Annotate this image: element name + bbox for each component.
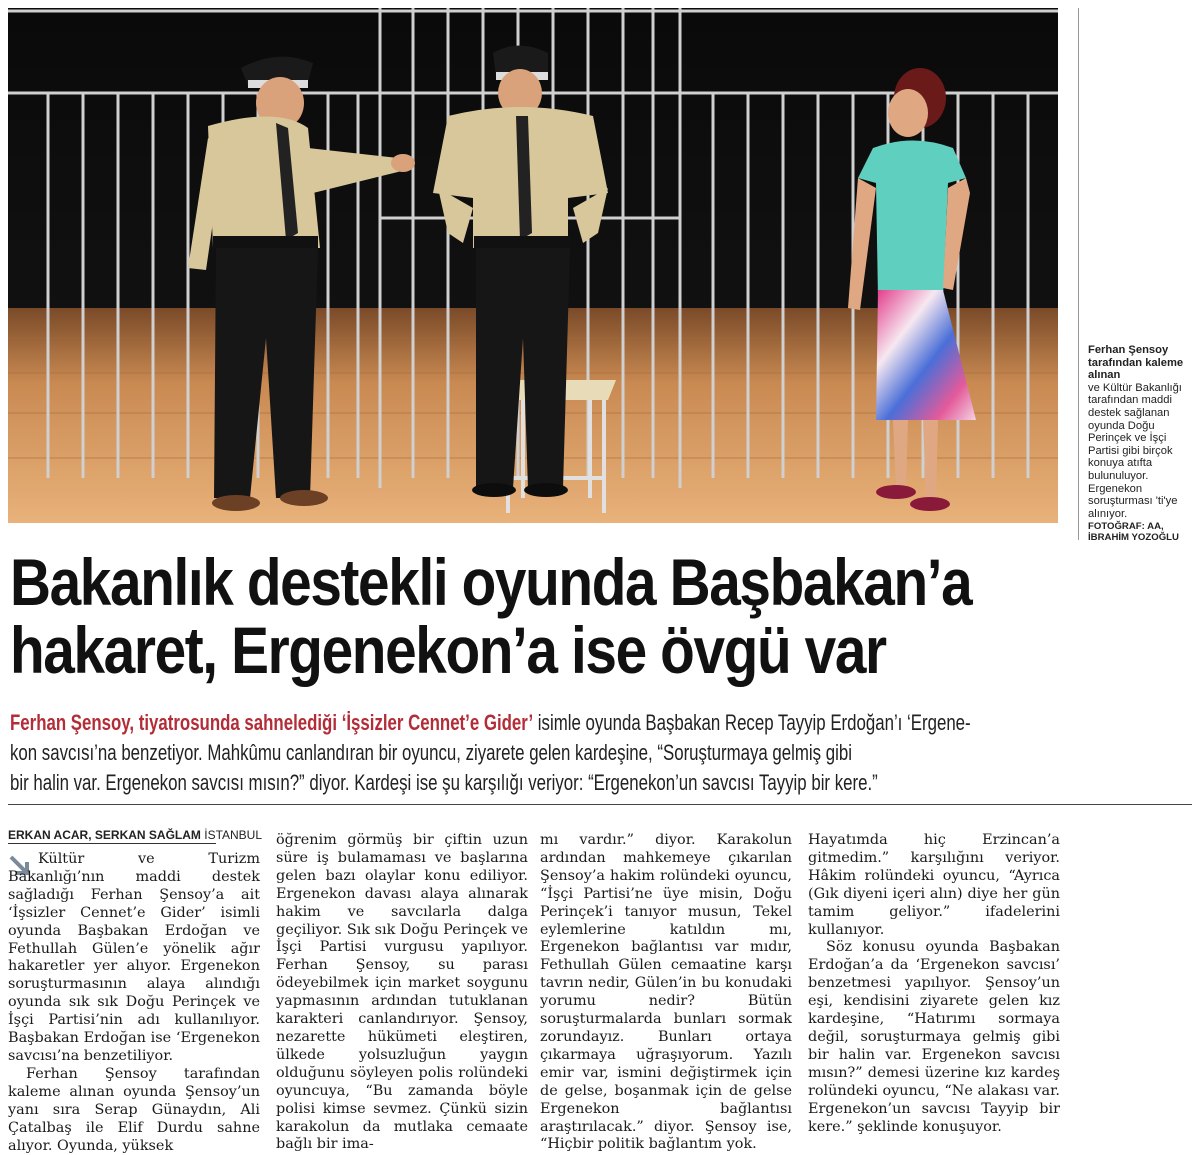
- body-column-2: [276, 832, 528, 1154]
- deck-lead: Ferhan Şensoy, tiyatrosunda sahnelediği ‘İşsizler Cennet’e Gider’: [10, 710, 534, 735]
- byline-authors: ERKAN ACAR, SERKAN SAĞLAM: [8, 828, 201, 842]
- photo-credit-line1: FOTOĞRAF: AA,: [1088, 521, 1164, 533]
- body-paragraph: Söz konusu oyunda Başbakan Erdoğan’a da ‘Ergenekon savcısı’ benzetmesi yapılıyor. Şensoy’un eşi, kendisini ziyarete gelen kız kardeşine, “Hatırımı sormaya değil, soruşturmaya gelmiş gibi bir halin var. Ergenekon savcısı mısın?” demesi üzerine kız kardeş rolündeki oyuncu, “Ne alakası var. Ergenekon’un savcısı Tayyip bir kere.” şeklinde konuşuyor.: [808, 939, 1060, 1135]
- headline: [10, 545, 1025, 687]
- deck-line2: kon savcısı’na benzetiyor. Mahkûmu canlandıran bir oyuncu, ziyarete gelen kardeşine, “Soruşturmaya gelmiş gibi: [10, 740, 852, 765]
- deck-line1-rest: isimle oyunda Başbakan Recep Tayyip Erdoğan’ı ‘Ergene-: [533, 710, 971, 735]
- photo-credit-line2: İBRAHİM YOZOĞLU: [1088, 532, 1179, 544]
- section-divider: [8, 804, 1192, 805]
- caption-divider: [1078, 8, 1079, 540]
- headline-line1: Bakanlık destekli oyunda Başbakan’a: [10, 545, 972, 619]
- body-paragraph: Kültür ve Turizm Bakanlığı’nın maddi destek sağladığı Ferhan Şensoy’a ait ‘İşsizler Cennet’e Gider’ isimli oyunda Başbakan Erdoğan ve Fethullah Gülen’e yönelik ağır hakaretler yer alıyor. Ergenekon soruşturmasının alaya alındığı oyunda sık sık Doğu Perinçek ve İşçi Partisi’nin adı kullanılıyor. Başbakan Erdoğan ise ‘Ergenekon savcısı’na benzetiliyor.: [8, 851, 260, 1064]
- body-column-1: [8, 851, 260, 1155]
- deck-line3: bir halin var. Ergenekon savcısı mısın?” diyor. Kardeşi ise şu karşılığı veriyor: “Ergenekon’un savcısı Tayyip bir kere.”: [10, 770, 878, 795]
- news-photo: [8, 8, 1058, 523]
- caption-text: ve Kültür Bakanlığı tarafından maddi destek sağlanan oyunda Doğu Perinçek ve İşçi Partisi gibi birçok konuya atıfta bulunuluyor. Ergenekon soruşturması 'ti'ye alınıyor.: [1088, 381, 1182, 520]
- stage-scene-illustration: [8, 8, 1058, 523]
- body-paragraph: mı vardır.” diyor. Karakolun ardından mahkemeye çıkarılan Şensoy’a hakim rolündeki oyuncu, “İşçi Partisi’ne üye misin, Doğu Perinçek’i tanıyor musun, Tekel eylemlerine katıldın mı, Ergenekon bağlantısı var mıdır, Fethullah Gülen cemaatine karşı tavrın nedir, Gülen’in bu konudaki yorumu nedir? Bütün soruşturmalarda bunları sormak zorundayız. Bunları ortaya çıkarmaya uğraşıyorum. Yazılı emir var, ismini değiştirmek için de gelse, boşanmak için de gelse Ergenekon bağlantısı araştırılacak.” diyor. Şensoy ise, “Hiçbir politik bağlantım yok.: [540, 832, 792, 1153]
- deck-line1: [10, 708, 1043, 738]
- byline-city: İSTANBUL: [204, 828, 263, 842]
- caption-lead: Ferhan Şensoy tarafından kaleme alınan: [1088, 344, 1184, 382]
- body-column-4: [808, 832, 1060, 1136]
- body-paragraph: Hayatımda hiç Erzincan’a gitmedim.” karşılığını veriyor. Hâkim rolündeki oyuncu, “Ayrıca (Gık diyeni içeri alın) diye her gün tamim geliyor.” ifadelerini kullanıyor.: [808, 832, 1060, 938]
- byline: [8, 828, 263, 844]
- body-column-3: [540, 832, 792, 1154]
- body-paragraph: Ferhan Şensoy tarafından kaleme alınan oyunda Şensoy’un yanı sıra Serap Günaydın, Ali Çatalbaş ile Elif Durdu sahne alıyor. Oyunda, yüksek: [8, 1065, 260, 1154]
- headline-line2: hakaret, Ergenekon’a ise övgü var: [10, 613, 886, 687]
- body-paragraph: öğrenim görmüş bir çiftin uzun süre iş bulamaması ve başlarına gelen bazı olaylar konu ediliyor. Ergenekon davası alaya alınarak hakim ve savcılarla dalga geçiliyor. Sık sık Doğu Perinçek ve İşçi Partisi vurgusu yapılıyor. Ferhan Şensoy, su parası ödeyebilmek için market soygunu yapmasının ardından tutuklanan karakteri canlandırıyor. Şensoy, nezarette hükümeti eleştiren, ülkede yolsuzluğun yaygın olduğunu söyleyen polis rolündeki oyuncuya, “Bu zamanda böyle polisi kimse sevmez. Çünkü sizin karakolun da mutlaka cemaate bağlı bir ima-: [276, 832, 528, 1153]
- photo-caption: [1088, 344, 1194, 543]
- summary-deck: [10, 708, 1043, 798]
